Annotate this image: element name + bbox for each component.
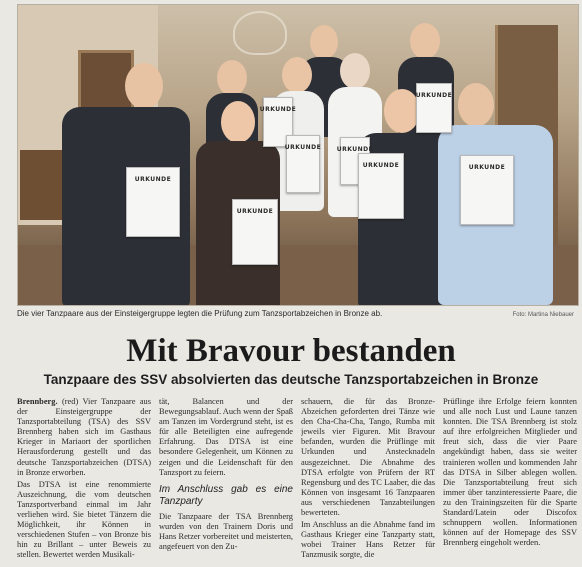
dateline: Brennberg. bbox=[17, 397, 58, 406]
headline: Mit Bravour bestanden bbox=[126, 333, 456, 369]
certificate-label: URKUNDE bbox=[236, 208, 274, 215]
certificate-6 bbox=[358, 153, 404, 219]
certificate-label: URKUNDE bbox=[468, 164, 506, 171]
paragraph: Das DTSA ist eine renommierte Auszeichnung, die vom deutschen Tanzsportverband einmal im Jahr verliehen wird. Sie bietet Tänzern die Möglichkeit, ihr Können in verschiedenen Stufen – von Bronze bis hin zu Brillant – unter Beweis zu stellen. Bewertet werden Musikali- bbox=[17, 479, 151, 560]
certificate-label: URKUNDE bbox=[134, 176, 172, 183]
paragraph: tät, Balancen und der Bewegungsablauf. Auch wenn der Spaß am Tanzen im Vordergrund steht, ist es für alle Beteiligten eine aufregende Erfahrung. Das DTSA ist eine besondere Gelegenheit, um Können zu zeigen und die Leidenschaft für den Tanzsport zu feiern. bbox=[159, 397, 293, 477]
paragraph: schauern, die für das Bronze-Abzeichen geforderten drei Tänze wie den Cha-Cha-Cha, Tango, Rumba mit jeweils vier Figuren. Mit Bravour befanden, wurden die Prüflinge mit Urkunden und Anstecknadeln ausgezeichnet. Die Abnahme des DTSA erfolgte von Prüfern der RT Regensburg und des TC Laaber, die das Können von insgesamt 16 Tanzpaaren aus verschiedenen Tanzabteilungen bewerteten. bbox=[301, 397, 435, 518]
paragraph: Prüflinge ihre Erfolge feiern konnten und alle noch Lust und Laune tanzen konnten. Die TSA Brennberg ist stolz auf ihre erfolgreichen Mitglieder und freut sich, dass die vier Paare angekündigt haben, dass sie weiter trainieren wollen und kommenden Jahr das DTSA in Silber ablegen wollen. Die Tanzsportabteilung freut sich immer über tanzinteressierte Paare, die zu den Trainingszeiten für die Sparte Standard/Latein oder Discofox schnuppern wollen. Informationen können auf der Homepage des SSV Brennberg eingeholt werden. bbox=[443, 397, 577, 548]
certificate-label: URKUNDE bbox=[362, 162, 400, 169]
subheadline: Tanzpaare des SSV absolvierten das deutsche Tanzsportabzeichen in Bronze bbox=[43, 372, 539, 387]
certificate-7 bbox=[416, 83, 452, 133]
article-column-2 bbox=[159, 397, 293, 565]
intertitle: Im Anschluss gab es eine Tanzparty bbox=[159, 483, 293, 507]
paragraph: Im Anschluss an die Abnahme fand im Gasthaus Krieger eine Tanzparty statt, wobei Trainer Hans Retzer für Tanzmusik sorgte, die bbox=[301, 520, 435, 560]
certificate-8 bbox=[460, 155, 514, 225]
certificate-1 bbox=[126, 167, 180, 237]
paragraph: Die Tanzpaare der TSA Brennberg wurden von den Trainern Doris und Hans Retzer vorbereitet und meisterten, angefeuert von den Zu- bbox=[159, 511, 293, 552]
chandelier-icon bbox=[233, 11, 287, 55]
article-body bbox=[17, 397, 577, 565]
certificate-label: URKUNDE bbox=[336, 146, 374, 153]
group-photo bbox=[17, 4, 579, 306]
certificate-2 bbox=[232, 199, 278, 265]
article-column-4 bbox=[443, 397, 577, 565]
paragraph-text: (red) Vier Tanzpaare aus der Einsteigergruppe der Tanzsportabteilung (TSA) des SSV Brennberg haben sich im Gasthaus Krieger in Mariaort der sportlichen Herausforderung gestellt und das deutsche Tanzsportabzeichen (DTSA) in Bronze erworben. bbox=[17, 397, 151, 477]
certificate-label: URKUNDE bbox=[259, 106, 297, 113]
photo-credit: Foto: Martina Niebauer bbox=[512, 312, 574, 318]
article-column-3 bbox=[301, 397, 435, 565]
certificate-4 bbox=[286, 135, 320, 193]
photo-caption: Die vier Tanzpaare aus der Einsteigergruppe legten die Prüfung zum Tanzsportabzeichen in Bronze ab. bbox=[17, 309, 383, 318]
paragraph bbox=[17, 397, 151, 478]
certificate-label: URKUNDE bbox=[415, 92, 453, 99]
article-column-1 bbox=[17, 397, 151, 565]
certificate-label: URKUNDE bbox=[284, 144, 322, 151]
